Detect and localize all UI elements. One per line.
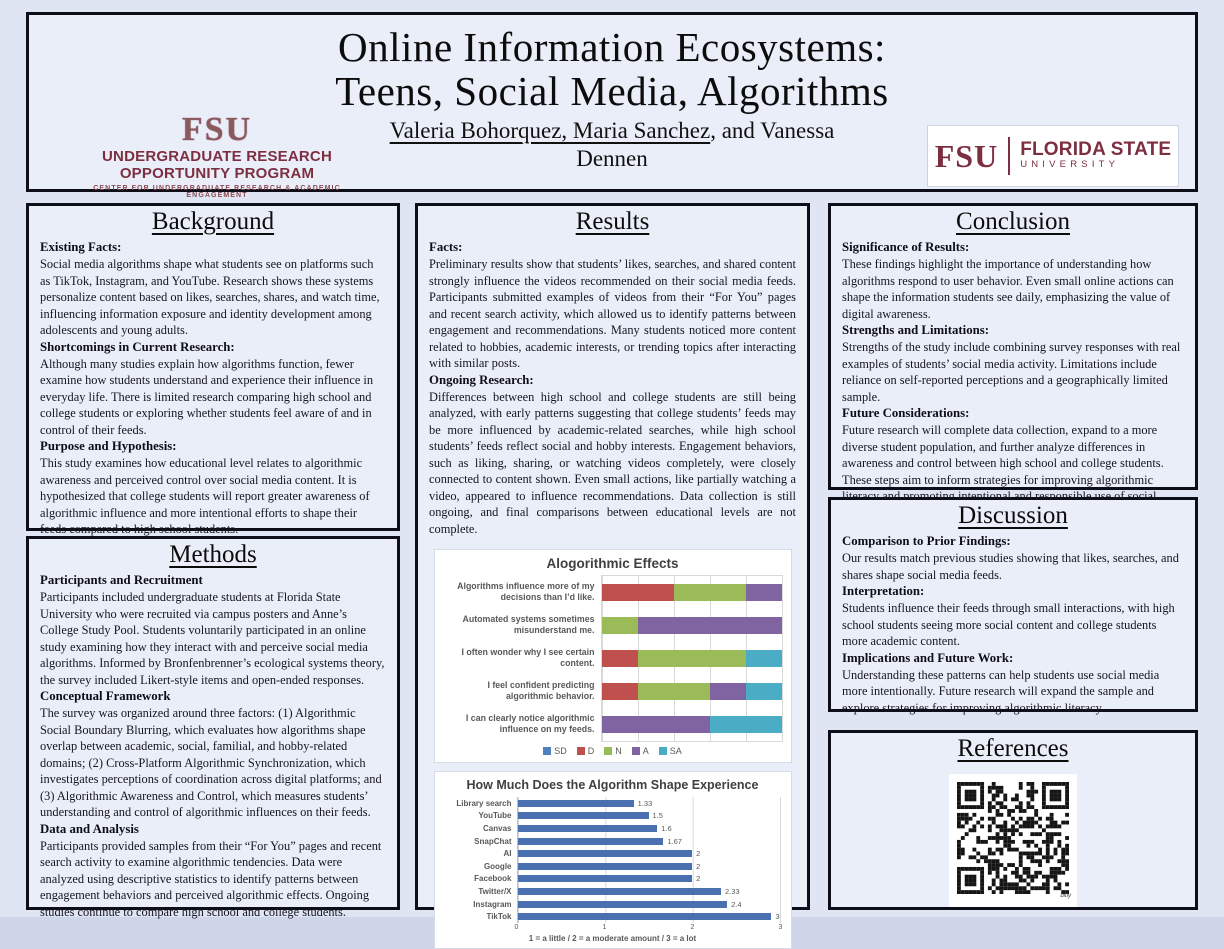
block-label: Comparison to Prior Findings: <box>842 534 1011 548</box>
stacked-bar-segment <box>638 650 746 667</box>
block-text: These findings highlight the importance of understanding how algorithms respond to user behavior. Even small online actions can shape the information students see daily, emphasizing the value of digital awareness. <box>842 257 1174 321</box>
hbar-row <box>518 810 780 823</box>
block-text: This study examines how educational level relates to algorithmic awareness and perceived control over social media content. It is hypothesized that college students will report greater awareness of algorithmic influence and more intentional efforts to shape their feeds compared to high school students. <box>40 456 370 537</box>
urop-logo <box>67 111 367 199</box>
author-names-underlined: Valeria Bohorquez, Maria Sanchez <box>389 117 711 143</box>
stacked-bar-segment <box>746 650 782 667</box>
stacked-bar-segment <box>602 584 674 601</box>
block-text: Students influence their feeds through small interactions, with high school students seeing more social content and college students more academic content. <box>842 601 1175 649</box>
legend-swatch-icon <box>659 747 667 755</box>
hbar-bar <box>518 863 693 870</box>
stacked-bar-segment <box>602 716 710 733</box>
background-block <box>40 239 386 339</box>
logo-divider <box>1008 137 1010 175</box>
block-label: Future Considerations: <box>842 406 970 421</box>
chart1-plot-area <box>601 575 783 742</box>
hbar-bar <box>518 913 772 920</box>
results-heading: Results <box>575 208 650 235</box>
section-methods <box>26 536 400 919</box>
author-name-line2: Dennen <box>576 145 648 171</box>
hbar-category-label: Facebook <box>474 874 512 884</box>
legend-swatch-icon <box>543 747 551 755</box>
stacked-bar-segment <box>602 650 638 667</box>
chart1-category-labels <box>443 575 601 742</box>
methods-block <box>40 572 386 688</box>
stacked-bar-segment <box>710 716 782 733</box>
hbar-axis-tick: 1 <box>602 923 607 931</box>
fsu-university-logo <box>927 125 1179 187</box>
block-label: Ongoing Research: <box>429 372 534 387</box>
block-label: Conceptual Framework <box>40 689 171 704</box>
hbar-bar <box>518 838 664 845</box>
stacked-bar-row <box>602 609 782 642</box>
block-text: Future research will complete data collection, expand to a more diverse student population, and further analyze differences in awareness and control between high school and college students. These steps aim to inform strategies for improving algorithmic <box>842 423 1164 487</box>
block-label: Facts: <box>429 240 463 254</box>
references-qr-code <box>949 774 1077 907</box>
hbar-row <box>518 835 780 848</box>
hbar-row <box>518 797 780 810</box>
block-text: Our results match previous studies showing that likes, searches, and shares shape social media feeds. <box>842 551 1179 582</box>
stacked-bar-segment <box>710 683 746 700</box>
urop-logo-line1: UNDERGRADUATE RESEARCH <box>102 148 332 165</box>
block-label: Existing Facts: <box>40 240 122 254</box>
stacked-category-label: I can clearly notice algorithmic influence on my feeds. <box>465 712 595 734</box>
hbar-row <box>518 822 780 835</box>
legend-item: SD <box>543 746 567 756</box>
hbar-row <box>518 873 780 886</box>
hbar-category-label: Instagram <box>473 899 512 909</box>
hbar-bar <box>518 825 658 832</box>
university-text: UNIVERSITY <box>1020 159 1120 171</box>
urop-logo-line3: CENTER FOR UNDERGRADUATE RESEARCH & ACADEMIC ENGAGEMENT <box>93 185 341 199</box>
block-text: Preliminary results show that students’ likes, searches, and shared content strongly influence the videos recommended on their social media feeds. Participants submitted examples of videos from their “For You” pages and recent search activity, which allowed us to identify patterns between engagement and recommendations. Many students noticed more content related to hobbies, academic interests, or trending topics after interacting with similar posts. <box>429 257 796 371</box>
chart2-axis-ticks <box>514 923 783 933</box>
hbar-axis-tick: 2 <box>690 923 695 931</box>
poster-title <box>29 15 1195 114</box>
hbar-value-label: 1.5 <box>652 811 663 821</box>
chart2-plot-area <box>517 797 781 923</box>
stacked-category-label: I feel confident predicting algorithmic behavior. <box>487 679 595 701</box>
qr-bitly-label: bitly <box>1060 893 1071 899</box>
stacked-bar-segment <box>602 683 638 700</box>
hbar-bar <box>518 888 721 895</box>
section-references <box>828 730 1198 910</box>
background-block <box>40 339 386 439</box>
chart2-category-labels <box>445 797 517 933</box>
block-text: Understanding these patterns can help students use social media more intentionally. Future research will expand the sample and explore strategies for improving algorithmic literacy. <box>842 667 1160 715</box>
stacked-bar-segment <box>746 683 782 700</box>
stacked-bar-segment <box>638 683 710 700</box>
background-heading: Background <box>151 208 275 235</box>
stacked-bar-segment <box>602 617 638 634</box>
fsu-urop-wordmark-icon: FSU <box>181 111 253 148</box>
urop-logo-line2: OPPORTUNITY PROGRAM <box>119 164 315 182</box>
hbar-row <box>518 885 780 898</box>
hbar-row <box>518 898 780 911</box>
hbar-bar <box>518 875 693 882</box>
methods-block <box>40 821 386 921</box>
methods-block <box>40 688 386 821</box>
results-block <box>429 239 796 372</box>
hbar-value-label: 1.33 <box>637 798 653 808</box>
hbar-category-label: Canvas <box>483 824 512 834</box>
background-block <box>40 438 386 538</box>
hbar-category-label: Library search <box>456 798 512 808</box>
hbar-category-label: SnapChat <box>474 836 512 846</box>
block-label: Interpretation: <box>842 584 925 599</box>
block-label: Participants and Recruitment <box>40 573 203 587</box>
section-background <box>26 203 400 537</box>
discussion-block <box>842 533 1184 583</box>
conclusion-block <box>842 239 1184 322</box>
chart2-axis-caption: 1 = a little / 2 = a moderate amount / 3 = a lot <box>528 933 697 943</box>
conclusion-block <box>842 322 1184 405</box>
hbar-row <box>518 910 780 923</box>
hbar-bar <box>518 901 728 908</box>
stacked-bar-row <box>602 675 782 708</box>
legend-item: A <box>632 746 649 756</box>
discussion-heading: Discussion <box>958 502 1068 529</box>
block-label: Purpose and Hypothesis: <box>40 439 177 454</box>
results-block <box>429 372 796 538</box>
hbar-bar <box>518 812 649 819</box>
hbar-row <box>518 860 780 873</box>
legend-swatch-icon <box>577 747 585 755</box>
hbar-row <box>518 847 780 860</box>
hbar-value-label: 1.6 <box>661 824 672 834</box>
hbar-value-label: 3 <box>775 912 780 922</box>
stacked-bar-row <box>602 708 782 741</box>
section-results <box>415 203 810 943</box>
block-label: Strengths and Limitations: <box>842 323 989 338</box>
hbar-value-label: 2.33 <box>724 886 740 896</box>
references-heading: References <box>957 735 1069 762</box>
hbar-value-label: 2.4 <box>731 899 742 909</box>
hbar-category-label: Google <box>483 861 512 871</box>
hbar-value-label: 2 <box>696 874 701 884</box>
algorithm-shape-experience-chart <box>434 771 792 949</box>
block-text: Participants included undergraduate students at Florida State University who were recruited via campus posters and Anne’s College Study Pool. Students voluntarily participated in an online study examining how they interact with and perceive social media algorithms. Informed by Bronfenbrenner’s ecological systems theory, the survey included Likert-style items and open-ended responses. <box>40 590 385 687</box>
algorithmic-effects-chart <box>434 549 792 763</box>
hbar-category-label: AI <box>503 849 512 859</box>
hbar-value-label: 2 <box>696 861 701 871</box>
hbar-value-label: 1.67 <box>667 836 682 846</box>
title-line-2: Teens, Social Media, Algorithms <box>335 68 889 115</box>
hbar-value-label: 2 <box>696 849 701 859</box>
stacked-bar-segment <box>638 617 782 634</box>
legend-swatch-icon <box>604 747 612 755</box>
legend-item: D <box>577 746 595 756</box>
block-label: Implications and Future Work: <box>842 650 1014 665</box>
discussion-block <box>842 583 1184 650</box>
chart2-title: How Much Does the Algorithm Shape Experience <box>466 778 759 793</box>
header-banner <box>26 12 1198 199</box>
methods-heading: Methods <box>169 541 257 568</box>
discussion-block <box>842 650 1184 717</box>
block-text: Differences between high school and college students are still being analyzed, with early patterns suggesting that college students’ feeds may be more influenced by academic-related searches, while high school students’ feeds reflect social and hobby interests. Engagement behaviors, such as liking, sharing, or watching videos completely, were closely connected to content shown. Even small actions, like partially watching a video, appeared to influence recommendations. Data collection is still ongoing, and final comparisons between educational levels are not complete. <box>429 389 796 536</box>
hbar-category-label: Twitter/X <box>478 886 512 896</box>
stacked-bar-segment <box>674 584 746 601</box>
block-label: Shortcomings in Current Research: <box>40 339 235 354</box>
block-label: Data and Analysis <box>40 821 139 836</box>
hbar-bar <box>518 850 693 857</box>
section-conclusion <box>828 203 1198 490</box>
legend-item: SA <box>659 746 682 756</box>
chart1-title: Alogorithmic Effects <box>546 556 679 572</box>
stacked-bar-row <box>602 576 782 609</box>
legend-swatch-icon <box>632 747 640 755</box>
block-text: Participants provided samples from their “For You” pages and recent search activity to examine algorithmic tendencies. Data were analyzed using descriptive statistics to identify patterns between engagement behaviors and perceived algorithmic effects. Ongoing studies continue to compare high school and college students. <box>40 838 382 919</box>
title-line-1: Online Information Ecosystems: <box>338 24 886 70</box>
block-text: Strengths of the study include combining survey responses with real examples of students’ social media activity. Limitations include reliance on self-reported perceptions and a geographically limited sample. <box>842 340 1181 404</box>
block-text: The survey was organized around three factors: (1) Algorithmic Social Boundary Blurring, which evaluates how algorithms shape overlap between academic, social, familial, and hobby-related domains; (2) Cross-Platform Algorithmic Synchronization, which investigates perceptions of coordination across digital platforms; and (3) Algorithmic Awareness and Control, which measures students’ understanding and control of algorithmic influences on their feeds. <box>40 706 382 820</box>
stacked-category-label: Automated systems sometimes misunderstand me. <box>462 613 595 635</box>
florida-state-text: FLORIDA STATE <box>1020 139 1172 161</box>
block-text: Social media algorithms shape what students see on platforms such as TikTok, Instagram, and YouTube. Research shows these systems personalize content based on likes, searches, shares, and watch time, influencing information exposure and identity development among adolescents and young adults. <box>40 257 380 338</box>
author-names-rest: , and Vanessa <box>710 117 835 143</box>
stacked-category-label: I often wonder why I see certain content. <box>461 646 595 668</box>
block-label: Significance of Results: <box>842 240 970 254</box>
hbar-category-label: TikTok <box>486 912 512 922</box>
hbar-axis-tick: 3 <box>778 923 783 931</box>
stacked-bar-row <box>602 642 782 675</box>
chart1-legend <box>443 746 783 756</box>
section-discussion <box>828 497 1198 715</box>
block-text: Although many studies explain how algorithms function, fewer examine how students understand and experience their influence in everyday life. There is limited research comparing high school and college students or exploring whether students feel aware of and in control of their feeds. <box>40 356 374 437</box>
hbar-axis-tick: 0 <box>514 923 519 931</box>
stacked-bar-segment <box>746 584 782 601</box>
fsu-wordmark-icon: FSU <box>934 137 999 174</box>
legend-item: N <box>604 746 622 756</box>
hbar-bar <box>518 800 634 807</box>
qr-code-icon <box>957 782 1069 894</box>
stacked-category-label: Algorithms influence more of my decisions than I’d like. <box>457 580 595 602</box>
conclusion-heading: Conclusion <box>956 208 1070 235</box>
hbar-category-label: YouTube <box>478 811 512 821</box>
